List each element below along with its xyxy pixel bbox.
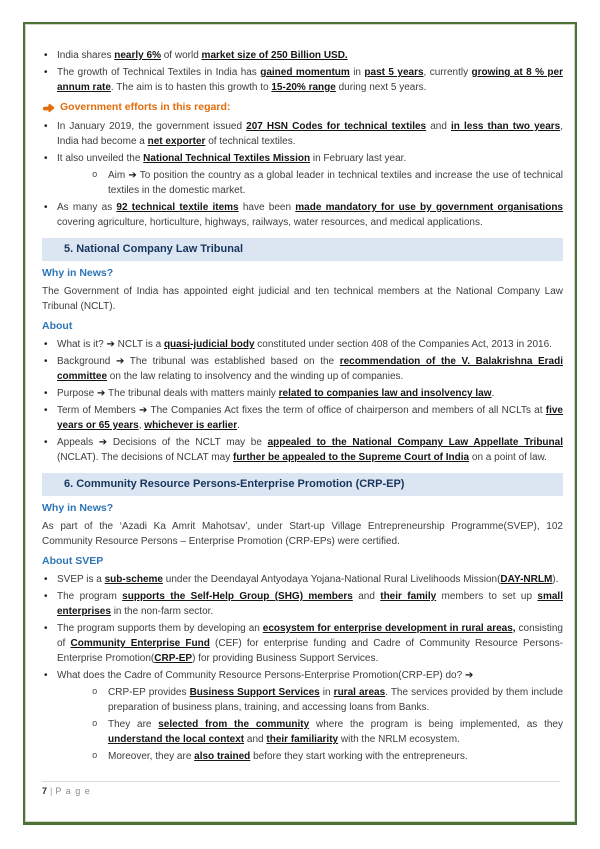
text-run: and — [426, 121, 452, 132]
item-text — [57, 435, 563, 465]
bullet-item — [42, 572, 563, 587]
text-run: market size of 250 Billion USD. — [201, 50, 348, 61]
text-run: on the law relating to insolvency and the winding up of companies. — [107, 371, 404, 382]
text-run: 92 technical textile items — [116, 202, 239, 213]
text-run: and — [244, 734, 267, 745]
bullet-marker: • — [44, 405, 48, 416]
text-run: National Technical Textiles Mission — [143, 153, 311, 164]
text-run: , India had become a — [57, 121, 563, 147]
bullet-item — [42, 386, 563, 401]
item-text — [108, 717, 563, 747]
bullet-marker: • — [44, 339, 48, 350]
text-run: small enterprises — [57, 591, 563, 617]
text-run: (CEF) for enterprise funding and Cadre of Community Resource Persons-Enterprise Promotion( — [57, 638, 563, 664]
footer-page-word: P a g e — [55, 786, 91, 796]
text-run: ➔ — [464, 670, 474, 681]
text-run: of world — [160, 50, 202, 61]
text-run: To position the country as a global leader in technical textiles and increase the use of technical textiles in the domestic market. — [108, 170, 563, 196]
bullet-marker: • — [44, 437, 48, 448]
section-header — [42, 473, 563, 496]
subsection-heading — [42, 555, 563, 568]
text-run: growing at 8 % per annum rate — [57, 67, 563, 93]
sub-bullet-item — [42, 717, 563, 747]
text-run: Purpose — [57, 388, 98, 399]
item-text — [57, 572, 563, 587]
bullet-marker: • — [44, 388, 48, 399]
item-text — [108, 685, 563, 715]
pointing-hand-icon — [42, 103, 55, 113]
text-run: related to companies law and insolvency law — [278, 388, 492, 399]
paragraph — [42, 284, 563, 314]
item-text — [57, 621, 563, 666]
bullet-item — [42, 668, 563, 683]
footer-divider — [42, 781, 560, 782]
item-text — [57, 151, 563, 166]
text-run: The program supports them by developing an — [57, 623, 263, 634]
bullet-marker: • — [44, 153, 48, 164]
page-footer — [42, 781, 560, 796]
text-run: What is it? — [57, 339, 107, 350]
text-run: in — [319, 687, 334, 698]
text-run: ➔ — [128, 170, 137, 181]
text-run: constituted under section 408 of the Companies Act, 2013 in 2016. — [254, 339, 552, 350]
bullet-marker: • — [44, 574, 48, 585]
text-run: their familiarity — [266, 734, 339, 745]
subsection-heading — [42, 267, 563, 280]
bullet-marker: • — [44, 356, 48, 367]
item-text — [57, 354, 563, 384]
text-run: also trained — [194, 751, 251, 762]
document-blocks — [42, 48, 563, 766]
text-run: have been — [238, 202, 296, 213]
text-run: . — [237, 420, 240, 431]
bullet-marker: • — [44, 67, 48, 78]
text-run: in February last year. — [310, 153, 407, 164]
sub-bullet-item — [42, 685, 563, 715]
item-text — [57, 403, 563, 433]
text-run: DAY-NRLM — [500, 574, 553, 585]
item-text — [108, 168, 563, 198]
sub-bullet-marker: o — [92, 687, 98, 697]
text-run: , — [138, 420, 145, 431]
text-run: ) for providing Business Support Services. — [192, 653, 379, 664]
text-run: 6. Community Resource Persons-Enterprise Promotion (CRP-EP) — [64, 478, 405, 490]
bullet-item — [42, 337, 563, 352]
text-run: . — [491, 388, 495, 399]
text-run: They are — [108, 719, 159, 730]
text-run: ➔ — [106, 339, 115, 350]
bullet-item — [42, 621, 563, 666]
subsection-heading — [42, 502, 563, 515]
text-run: 15-20% range — [271, 82, 336, 93]
text-run: in — [349, 67, 365, 78]
section-header — [42, 238, 563, 261]
bullet-item — [42, 354, 563, 384]
page-number: 7 — [42, 786, 48, 796]
text-run: made mandatory for use by government organisations — [295, 202, 563, 213]
text-run: ecosystem for enterprise development in rural areas, — [262, 623, 516, 634]
text-run: in the non-farm sector. — [110, 606, 214, 617]
text-run: About — [42, 320, 73, 332]
item-text — [108, 749, 563, 764]
text-run: CRP-EP — [154, 653, 193, 664]
bullet-item — [42, 589, 563, 619]
text-run: The tribunal deals with matters mainly — [105, 388, 279, 399]
text-run: , currently — [423, 67, 472, 78]
text-run: NCLT is a — [114, 339, 164, 350]
item-text — [57, 337, 563, 352]
sub-bullet-item — [42, 749, 563, 764]
text-run: nearly 6% — [114, 50, 161, 61]
text-run: rural areas — [333, 687, 386, 698]
text-run: supports the Self-Help Group (SHG) members — [122, 591, 353, 602]
item-text — [57, 65, 563, 95]
bullet-item — [42, 48, 563, 63]
text-run: understand the local context — [108, 734, 245, 745]
text-run: net exporter — [147, 136, 206, 147]
sub-bullet-marker: o — [92, 751, 98, 761]
text-run: five years or 65 years — [57, 405, 563, 431]
bullet-item — [42, 435, 563, 465]
text-run: Moreover, they are — [108, 751, 195, 762]
bullet-marker: • — [44, 121, 48, 132]
text-run: About SVEP — [42, 555, 104, 567]
text-run: whichever is earlier — [144, 420, 238, 431]
text-run: of technical textiles. — [205, 136, 296, 147]
text-run: ➔ — [98, 437, 108, 448]
text-run: . The services provided by them include preparation of business plans, training, and accessing loans from Banks. — [108, 687, 563, 713]
text-run: recommendation of the V. Balakrishna Eradi committee — [57, 356, 563, 382]
bullet-marker: • — [44, 670, 48, 681]
heading-text — [60, 101, 230, 114]
text-run: appealed to the National Company Law Appellate Tribunal — [267, 437, 563, 448]
bullet-marker: • — [44, 50, 48, 61]
text-run: quasi-judicial body — [163, 339, 255, 350]
text-run: Government efforts in this regard: — [60, 101, 231, 113]
text-run: ➔ — [115, 356, 125, 367]
text-run: 207 HSN Codes for technical textiles — [246, 121, 427, 132]
bullet-item — [42, 119, 563, 149]
item-text — [57, 589, 563, 619]
bullet-item — [42, 403, 563, 433]
bullet-item — [42, 151, 563, 166]
text-run: Business Support Services — [189, 687, 320, 698]
text-run: gained momentum — [260, 67, 350, 78]
sub-bullet-item — [42, 168, 563, 198]
text-run: ➔ — [139, 405, 148, 416]
footer-text — [42, 786, 560, 796]
text-run: (NCLAT). The decisions of NCLAT may — [57, 452, 233, 463]
pointing-hand-icon — [42, 103, 55, 113]
sub-bullet-marker: o — [92, 170, 98, 180]
sub-bullet-marker: o — [92, 719, 98, 729]
bullet-marker: • — [44, 202, 48, 213]
bullet-item — [42, 65, 563, 95]
text-run: The Companies Act fixes the term of office of chairperson and members of all NCLTs at — [147, 405, 546, 416]
text-run: The growth of Technical Textiles in India has — [57, 67, 261, 78]
text-run: their family — [380, 591, 437, 602]
text-run: before they start working with the entrepreneurs. — [250, 751, 468, 762]
item-text — [57, 668, 563, 683]
item-text — [57, 48, 563, 63]
text-run: past 5 years — [364, 67, 424, 78]
text-run: Community Enterprise Fund — [70, 638, 210, 649]
text-run: covering agriculture, horticulture, highways, railways, water resources, and medical applications. — [57, 217, 483, 228]
text-run: Term of Members — [57, 405, 140, 416]
text-run: Why in News? — [42, 267, 114, 279]
text-run: Appeals — [57, 437, 99, 448]
paragraph — [42, 519, 563, 549]
bullet-marker: • — [44, 623, 48, 634]
bullet-item — [42, 200, 563, 230]
text-run: ). — [552, 574, 559, 585]
subsection-heading — [42, 320, 563, 333]
text-run: under the Deendayal Antyodaya Yojana-National Rural Livelihoods Mission( — [162, 574, 501, 585]
text-run: What does the Cadre of Community Resource Persons-Enterprise Promotion(CRP-EP) do? — [57, 670, 465, 681]
text-run: and — [352, 591, 381, 602]
footer-separator: | — [50, 786, 53, 796]
text-run: 5. National Company Law Tribunal — [64, 243, 244, 255]
item-text — [57, 119, 563, 149]
text-run: in less than two years — [451, 121, 561, 132]
text-run: As part of the ‘Azadi Ka Amrit Mahotsav’, under Start-up Village Entrepreneurship Programme(SVEP), 102 Community Resource Persons – Enterprise Promotion (CRP-EPs) were certified. — [42, 521, 563, 547]
text-run: CRP-EP provides — [108, 687, 190, 698]
text-run: further be appealed to the Supreme Court of India — [232, 452, 470, 463]
text-run: where the program is being implemented, as they — [309, 719, 563, 730]
text-run: SVEP is a — [57, 574, 105, 585]
text-run: In January 2019, the government issued — [57, 121, 247, 132]
text-run: Why in News? — [42, 502, 114, 514]
text-run: during next 5 years. — [335, 82, 427, 93]
text-run: India shares — [57, 50, 115, 61]
page-border — [23, 22, 577, 825]
text-run: sub-scheme — [104, 574, 163, 585]
text-run: Background — [57, 356, 116, 367]
text-run: with the NRLM ecosystem. — [338, 734, 460, 745]
text-run: ➔ — [97, 388, 106, 399]
text-run: selected from the community — [158, 719, 310, 730]
text-run: . The aim is to hasten this growth to — [110, 82, 272, 93]
bullet-marker: • — [44, 591, 48, 602]
text-run: The Government of India has appointed eight judicial and ten technical members at the National Company Law Tribunal (NCLT). — [42, 286, 563, 312]
text-run: members to set up — [436, 591, 538, 602]
item-text — [57, 386, 563, 401]
text-run: The program — [57, 591, 123, 602]
text-run: consisting of — [57, 623, 563, 649]
text-run: Aim — [108, 170, 129, 181]
text-run: As many as — [57, 202, 117, 213]
text-run: on a point of law. — [469, 452, 547, 463]
text-run: It also unveiled the — [57, 153, 144, 164]
item-text — [57, 200, 563, 230]
orange-heading — [42, 101, 563, 114]
text-run: Decisions of the NCLT may be — [107, 437, 268, 448]
text-run: The tribunal was established based on the — [124, 356, 340, 367]
